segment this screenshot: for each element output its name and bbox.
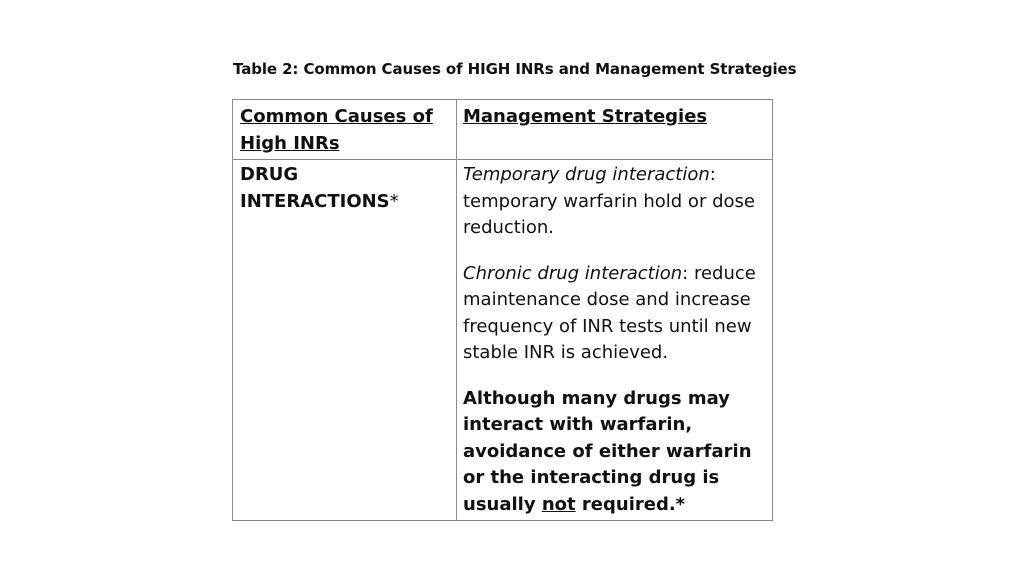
header-management-strategies: Management Strategies bbox=[463, 106, 708, 127]
warfarin-note-emphasis: not bbox=[541, 493, 576, 515]
header-divider bbox=[233, 159, 772, 160]
temporary-interaction-paragraph bbox=[463, 162, 768, 242]
chronic-interaction-text: : reduce maintenance dose and increase frequency of INR tests until new stable INR is achieved. bbox=[463, 262, 756, 363]
warfarin-note-end: required.* bbox=[581, 493, 686, 515]
chronic-interaction-paragraph bbox=[463, 261, 768, 367]
chronic-interaction-label: Chronic drug interaction bbox=[463, 262, 683, 284]
temporary-interaction-text: temporary warfarin hold or dose reduction. bbox=[463, 190, 755, 238]
table-caption: Table 2: Common Causes of HIGH INRs and Management Strategies bbox=[233, 60, 797, 78]
header-common-causes: Common Causes of High INRs bbox=[240, 106, 433, 154]
cause-asterisk: * bbox=[389, 190, 399, 212]
temporary-interaction-colon: : bbox=[709, 164, 716, 185]
temporary-interaction-label: Temporary drug interaction bbox=[463, 164, 710, 185]
warfarin-note-text: Although many drugs may interact with warfarin, avoidance of either warfarin or the interacting drug is usually bbox=[463, 387, 752, 515]
inr-table bbox=[232, 99, 773, 521]
column-divider bbox=[456, 100, 457, 520]
strategy-cell bbox=[463, 162, 768, 518]
warfarin-note-paragraph bbox=[463, 386, 768, 519]
cause-cell bbox=[240, 162, 450, 215]
cause-label: DRUG INTERACTIONS bbox=[240, 164, 390, 212]
